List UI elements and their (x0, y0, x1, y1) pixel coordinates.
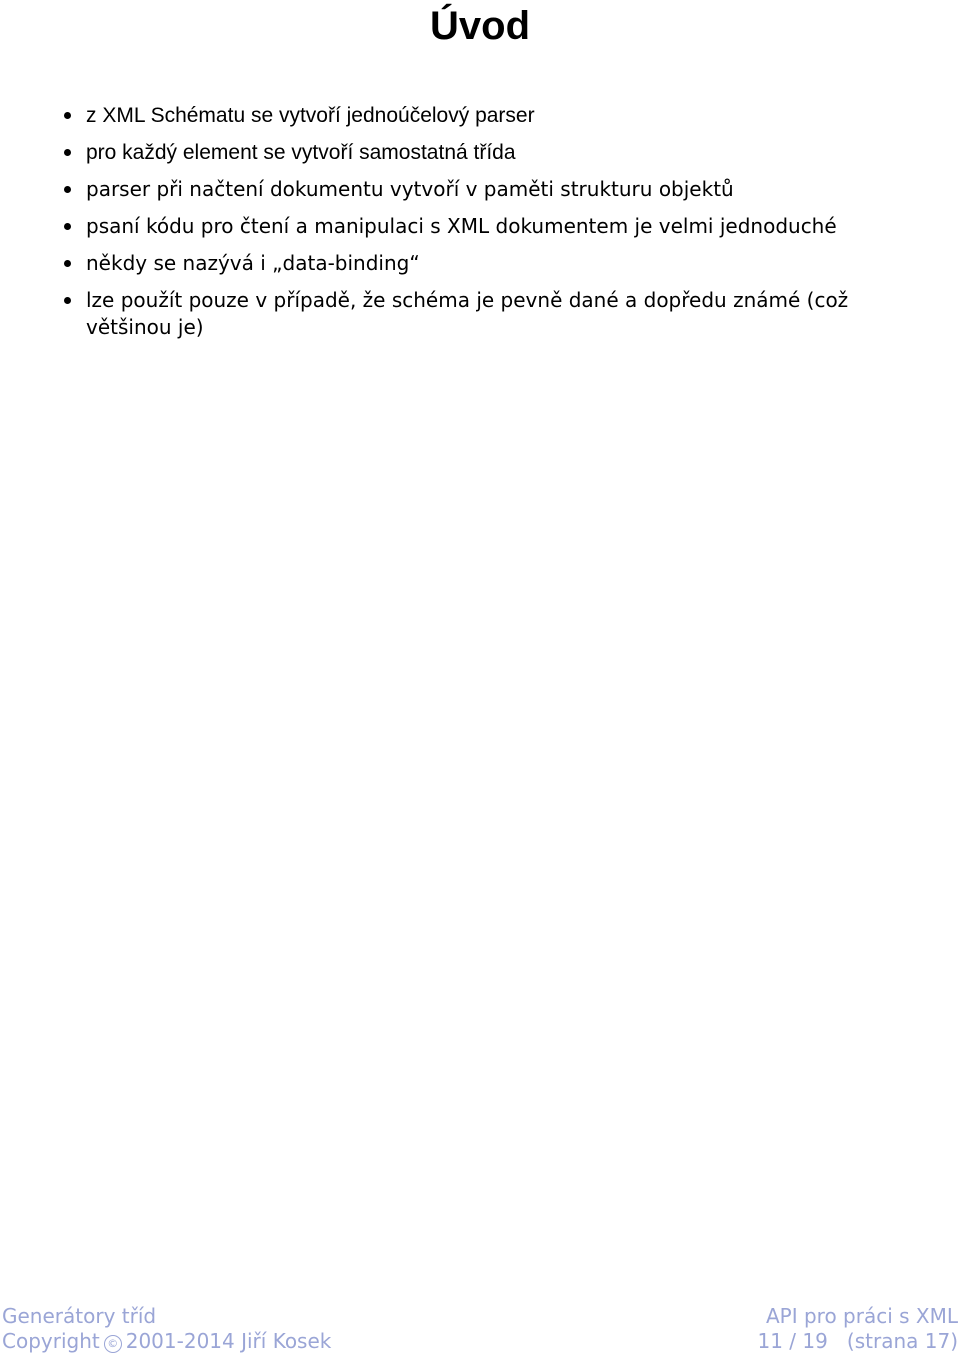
copyright-icon: © (104, 1335, 122, 1353)
bullet-dot-icon (64, 149, 71, 156)
bullet-dot-icon (64, 223, 71, 230)
footer-copyright (2, 1329, 331, 1353)
list-item-text: pro každý element se vytvoří samostatná třída (86, 141, 516, 164)
list-item-text: parser při načtení dokumentu vytvoří v paměti strukturu objektů (86, 177, 734, 201)
list-item (86, 139, 936, 166)
list-item-text: z XML Schématu se vytvoří jednoúčelový parser (86, 104, 535, 127)
list-item (86, 287, 936, 341)
bullet-dot-icon (64, 186, 71, 193)
copyright-holder: 2001-2014 Jiří Kosek (125, 1329, 332, 1353)
bullet-list (86, 102, 936, 351)
list-item-text: někdy se nazývá i „data-binding“ (86, 251, 420, 275)
page-title: Úvod (430, 4, 530, 48)
bullet-dot-icon (64, 260, 71, 267)
copyright-label: Copyright (2, 1329, 100, 1353)
list-item-text: lze použít pouze v případě, že schéma je pevně dané a dopředu známé (což většinou je) (86, 288, 849, 339)
page-number: 11 / 19 (757, 1329, 828, 1353)
bullet-dot-icon (64, 112, 71, 119)
footer-course-title: API pro práci s XML (765, 1304, 958, 1328)
bullet-dot-icon (64, 297, 71, 304)
footer-section-title: Generátory tříd (2, 1304, 157, 1328)
page-total: (strana 17) (846, 1329, 958, 1353)
list-item (86, 176, 936, 203)
footer-pagination (757, 1329, 958, 1353)
list-item (86, 213, 936, 240)
list-item (86, 250, 936, 277)
list-item (86, 102, 936, 129)
list-item-text: psaní kódu pro čtení a manipulaci s XML dokumentem je velmi jednoduché (86, 214, 837, 238)
